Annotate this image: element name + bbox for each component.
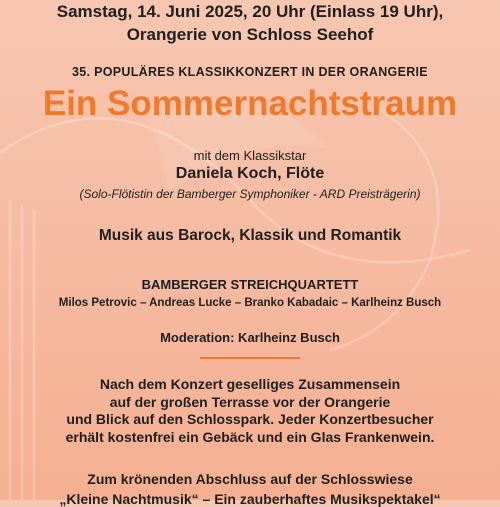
concert-subtitle: 35. POPULÄRES KLASSIKKONZERT IN DER ORANGERIE <box>72 65 428 79</box>
soloist-name: Daniela Koch, Flöte <box>175 165 325 182</box>
program-description: Musik aus Barock, Klassik und Romantik <box>98 227 402 244</box>
after-concert-line: Nach dem Konzert geselliges Zusammensein <box>99 376 401 392</box>
after-concert-text <box>0 376 500 446</box>
finale-line: Zum krönenden Abschluss auf der Schlosswiese <box>87 471 413 487</box>
accent-divider <box>200 357 300 359</box>
soloist-description: (Solo-Flötistin der Bamberger Symphoniker - ARD Preisträgerin) <box>79 187 421 201</box>
finale-cut-line: „Kleine Nachtmusik“ – Ein zauberhaftes Musikspektakel“ <box>59 491 441 507</box>
after-concert-line: und Blick auf den Schlosspark. Jeder Konzertbesucher <box>66 411 434 427</box>
concert-title: Ein Sommernachtstraum <box>42 84 458 123</box>
moderation-info: Moderation: Karlheinz Busch <box>160 330 340 345</box>
ensemble-name: BAMBERGER STREICHQUARTETT <box>141 277 359 292</box>
header-date: Samstag, 14. Juni 2025, 20 Uhr (Einlass 19 Uhr), <box>56 2 444 21</box>
after-concert-line: erhält kostenfrei ein Gebäck und ein Glas Frankenwein. <box>65 428 435 445</box>
header-venue: Orangerie von Schloss Seehof <box>126 25 374 44</box>
ensemble-members: Milos Petrovic – Andreas Lucke – Branko Kabadaic – Karlheinz Busch <box>58 297 442 309</box>
with-text: mit dem Klassikstar <box>193 148 307 163</box>
after-concert-line: auf der großen Terrasse vor der Orangerie <box>109 393 391 410</box>
